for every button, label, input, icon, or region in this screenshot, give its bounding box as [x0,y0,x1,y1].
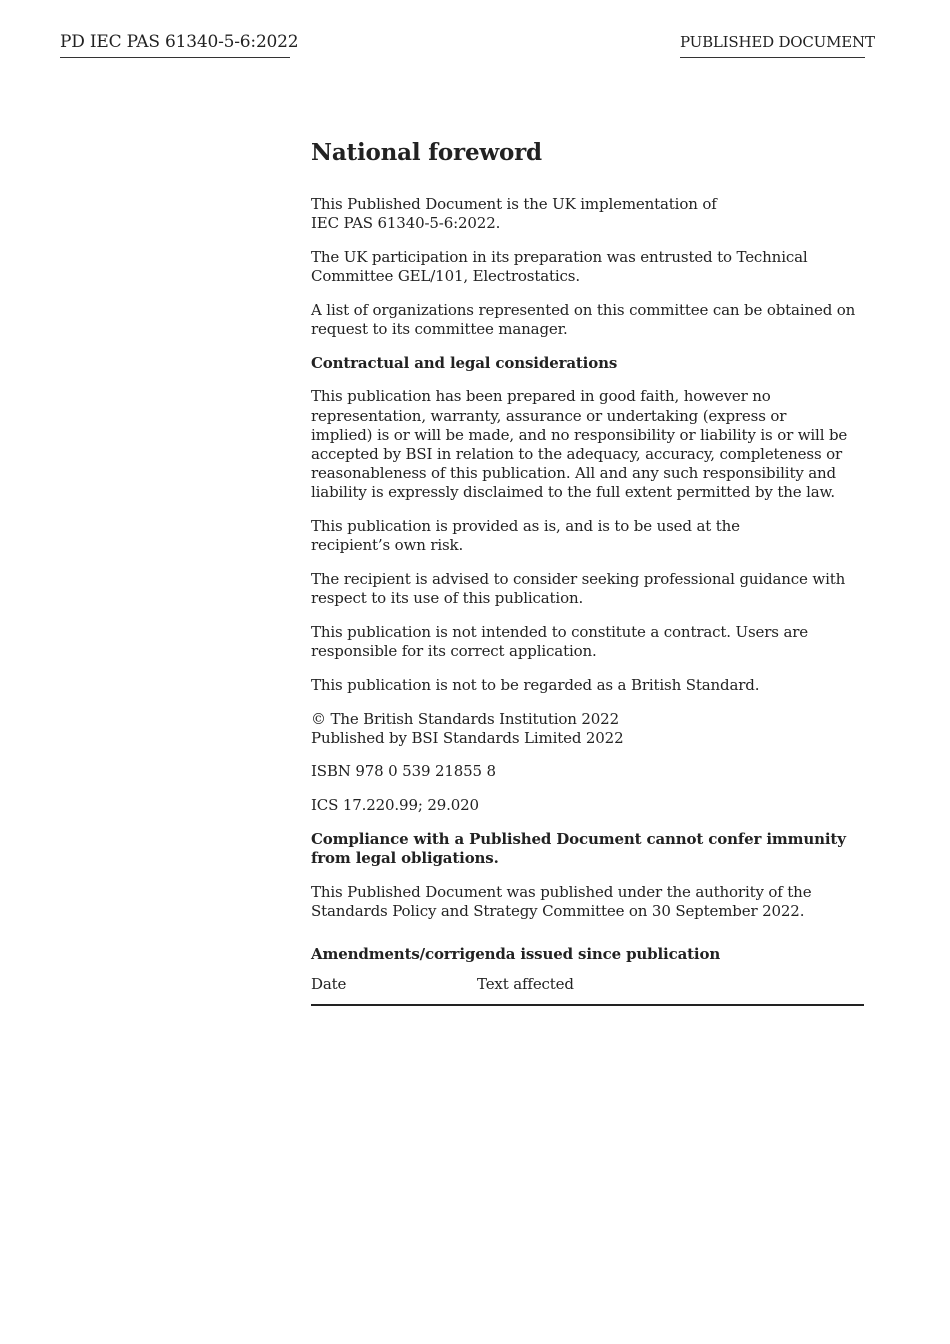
text-line: © The British Standards Institution 2022 [311,709,619,728]
text-line: The recipient is advised to consider seeking professional guidance with [311,570,846,589]
text-line: responsible for its correct application. [311,642,597,661]
national-foreword-section [311,137,864,1006]
text-line: Published by BSI Standards Limited 2022 [311,728,624,747]
text-line: implied) is or will be made, and no responsibility or liability is or will be [311,425,848,444]
text-line: Committee GEL/101, Electrostatics. [311,267,580,286]
text-line: from legal obligations. [311,849,499,868]
document-id-header: PD IEC PAS 61340-5-6:2022 [60,31,290,58]
organizations-paragraph [311,301,864,339]
implementation-paragraph [311,195,864,233]
text-line: recipient’s own risk. [311,536,464,555]
contractual-heading: Contractual and legal considerations [311,353,618,372]
date-column-header: Date [311,975,347,994]
text-affected-column-header: Text affected [477,975,574,994]
good-faith-paragraph [311,387,864,502]
text-line: Standards Policy and Strategy Committee on 30 September 2022. [311,901,805,920]
copyright-paragraph [311,710,864,748]
amendments-heading: Amendments/corrigenda issued since publication [311,945,721,964]
text-line: The UK participation in its preparation was entrusted to Technical [311,247,808,266]
text-line: Compliance with a Published Document cannot confer immunity [311,829,846,848]
text-line: This Published Document was published under the authority of the [311,882,812,901]
text-line: representation, warranty, assurance or undertaking (express or [311,406,787,425]
authority-paragraph [311,883,864,921]
own-risk-paragraph [311,517,864,555]
text-line: This Published Document is the UK implementation of [311,195,717,213]
amendments-table [311,975,864,1006]
page-title: National foreword [311,139,542,166]
text-line: reasonableness of this publication. All and any such responsibility and [311,464,837,483]
guidance-paragraph [311,570,864,608]
text-line: A list of organizations represented on this committee can be obtained on [311,300,856,319]
document-type-header: PUBLISHED DOCUMENT [680,32,865,58]
text-line: respect to its use of this publication. [311,589,584,608]
ics-line: ICS 17.220.99; 29.020 [311,796,479,815]
contract-paragraph [311,623,864,661]
text-line: This publication is not to be regarded as a British Standard. [311,675,760,694]
compliance-statement [311,830,864,868]
british-standard-paragraph [311,676,864,695]
isbn-line: ISBN 978 0 539 21855 8 [311,762,496,781]
participation-paragraph [311,248,864,286]
text-line: request to its committee manager. [311,320,568,339]
text-line: accepted by BSI in relation to the adequacy, accuracy, completeness or [311,445,843,464]
text-line: This publication has been prepared in good faith, however no [311,387,771,406]
text-line: liability is expressly disclaimed to the full extent permitted by the law. [311,483,836,502]
text-line: This publication is not intended to constitute a contract. Users are [311,622,808,641]
text-line: This publication is provided as is, and is to be used at the [311,517,740,536]
text-line: IEC PAS 61340-5-6:2022. [311,214,501,233]
